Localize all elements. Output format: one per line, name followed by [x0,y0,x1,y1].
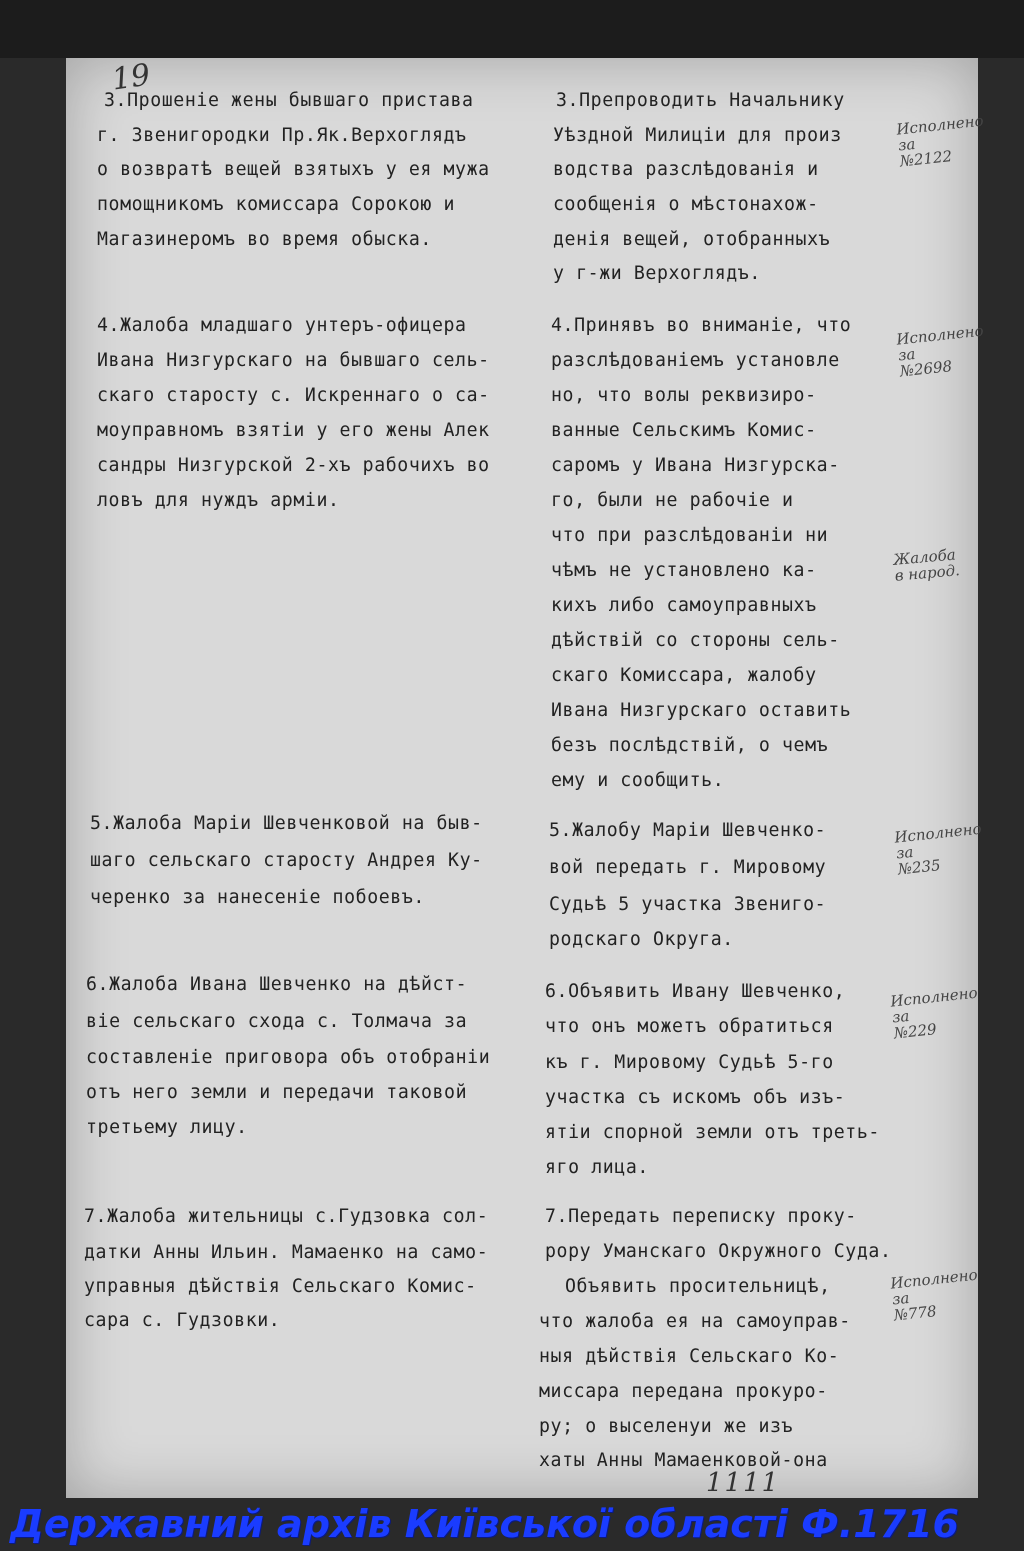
left-line: отъ него земли и передачи таковой [86,1082,468,1103]
left-line: 3.Прошеніе жены бывшаго пристава [104,90,474,111]
left-line: Магазинеромъ во время обыска. [97,229,432,250]
right-line: что жалоба ея на самоуправ- [539,1311,851,1332]
right-line: ему и сообщить. [551,770,725,791]
right-line: хаты Анны Мамаенковой-она [539,1450,828,1471]
left-line: сандры Низгурской 2-хъ рабочихъ во [97,455,490,476]
left-line: моуправномъ взятіи у его жены Алек [97,420,490,441]
right-line: скаго Комиссара, жалобу [551,665,817,686]
right-line: безъ послѣдствій, о чемъ [551,735,829,756]
margin-note: Исполнено за №229 [889,983,979,1042]
left-line: 7.Жалоба жительницы с.Гудзовка сол- [84,1206,489,1227]
right-line: миссара передана прокуро- [539,1381,828,1402]
margin-note: Исполнено за №235 [893,819,983,878]
left-line: Ивана Низгурскаго на бывшаго сель- [97,350,490,371]
left-line: г. Звенигородки Пр.Як.Верхоглядъ [97,125,467,146]
left-line: 4.Жалоба младшаго унтеръ-офицера [97,315,467,336]
right-line: къ г. Мировому Судьѣ 5-го [545,1052,834,1073]
right-line: Уѣздной Милиціи для произ [553,125,842,146]
left-line: віе сельскаго схода с. Толмача за [86,1011,468,1032]
right-line: но, что волы реквизиро- [551,385,817,406]
left-line: черенко за нанесеніе побоевъ. [90,887,425,908]
right-line: что онъ можетъ обратиться [545,1016,834,1037]
right-line: го, были не рабочіе и [551,490,794,511]
left-line: шаго сельскаго старосту Андрея Ку- [90,850,483,871]
right-line: 5.Жалобу Маріи Шевченко- [549,820,827,841]
left-line: ловъ для нуждъ арміи. [97,490,340,511]
left-line: третьему лицу. [86,1117,248,1138]
right-line: у г-жи Верхоглядъ. [553,263,761,284]
left-line: сара с. Гудзовки. [84,1310,281,1331]
right-line: чѣмъ не установлено ка- [551,560,817,581]
right-line: 3.Препроводить Начальнику [556,90,845,111]
right-line: разслѣдованіемъ установле [551,350,840,371]
right-line: родскаго Округа. [549,929,734,950]
right-line: Ивана Низгурскаго оставить [551,700,852,721]
left-line: о возвратѣ вещей взятыхъ у ея мужа [97,159,490,180]
right-line: Объявить просительницѣ, [565,1276,831,1297]
right-line: дѣйствій со стороны сель- [551,630,840,651]
right-line: саромъ у Ивана Низгурска- [551,455,840,476]
left-line: управныя дѣйствія Сельскаго Комис- [84,1276,477,1297]
right-line: 7.Передать переписку проку- [545,1206,857,1227]
right-line: водства разслѣдованія и [553,159,819,180]
folio-number: 19 [109,57,153,98]
margin-note: Жалоба в народ. [892,545,961,585]
scan-top-edge [0,0,1024,58]
page-marks: 1111 [706,1468,781,1498]
right-line: кихъ либо самоуправныхъ [551,595,817,616]
margin-note: Исполнено за №2698 [895,321,985,380]
right-line: 6.Объявить Ивану Шевченко, [545,981,846,1002]
right-line: Судьѣ 5 участка Звениго- [549,894,827,915]
right-line: денія вещей, отобранныхъ [553,229,831,250]
right-line: сообщенія о мѣстонахож- [553,194,819,215]
right-line: 4.Принявъ во вниманіе, что [551,315,852,336]
margin-note: Исполнено за №778 [889,1265,979,1324]
right-line: вой передать г. Мировому [549,857,827,878]
left-line: 5.Жалоба Маріи Шевченковой на быв- [90,813,483,834]
right-line: что при разслѣдованіи ни [551,525,829,546]
right-line: яго лица. [545,1157,649,1178]
left-line: составленіе приговора объ отобраніи [86,1047,491,1068]
left-line: скаго старосту с. Искреннаго о са- [97,385,490,406]
margin-note: Исполнено за №2122 [895,111,985,170]
archive-watermark: Державний архів Київської області Ф.1716 [10,1502,959,1546]
right-line: ныя дѣйствія Сельскаго Ко- [539,1346,840,1367]
left-line: 6.Жалоба Ивана Шевченко на дѣйст- [86,974,468,995]
right-line: ру; о выселенуи же изъ [539,1416,794,1437]
right-line: рору Уманскаго Окружного Суда. [545,1241,892,1262]
left-line: датки Анны Ильин. Мамаенко на само- [84,1242,489,1263]
right-line: ятіи спорной земли отъ треть- [545,1122,880,1143]
left-line: помощникомъ комиссара Сорокою и [97,194,456,215]
right-line: ванные Сельскимъ Комис- [551,420,817,441]
right-line: участка съ искомъ объ изъ- [545,1087,846,1108]
